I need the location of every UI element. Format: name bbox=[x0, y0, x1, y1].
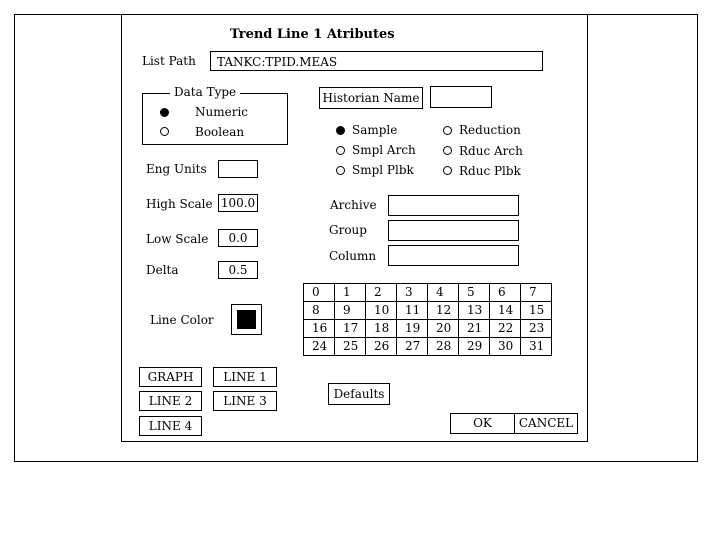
color-index-cell[interactable]: 15 bbox=[521, 302, 552, 320]
cancel-button[interactable]: CANCEL bbox=[514, 413, 578, 434]
line-1-button[interactable]: LINE 1 bbox=[213, 367, 277, 387]
color-index-cell[interactable]: 21 bbox=[459, 320, 490, 338]
color-index-cell[interactable]: 10 bbox=[366, 302, 397, 320]
column-label: Column bbox=[329, 249, 377, 263]
color-index-cell[interactable]: 14 bbox=[490, 302, 521, 320]
color-grid-row bbox=[304, 302, 552, 320]
smpl-arch-radio[interactable] bbox=[336, 146, 345, 155]
reduction-label: Reduction bbox=[459, 123, 521, 137]
color-index-cell[interactable]: 20 bbox=[428, 320, 459, 338]
color-index-cell[interactable]: 1 bbox=[335, 284, 366, 302]
color-index-cell[interactable]: 22 bbox=[490, 320, 521, 338]
color-index-cell[interactable]: 4 bbox=[428, 284, 459, 302]
color-index-cell[interactable]: 9 bbox=[335, 302, 366, 320]
eng-units-input[interactable] bbox=[218, 160, 258, 178]
color-index-cell[interactable]: 24 bbox=[304, 338, 335, 356]
color-index-cell[interactable]: 16 bbox=[304, 320, 335, 338]
historian-name-input[interactable] bbox=[430, 86, 492, 108]
low-scale-label: Low Scale bbox=[146, 232, 209, 246]
delta-value: 0.5 bbox=[228, 263, 248, 277]
line-3-button[interactable]: LINE 3 bbox=[213, 391, 277, 411]
color-index-cell[interactable]: 11 bbox=[397, 302, 428, 320]
numeric-radio[interactable] bbox=[160, 108, 169, 117]
high-scale-value: 100.0 bbox=[220, 196, 256, 210]
low-scale-value: 0.0 bbox=[228, 231, 248, 245]
line-color-fill bbox=[237, 310, 256, 329]
archive-label: Archive bbox=[330, 198, 377, 212]
rduc-arch-radio[interactable] bbox=[443, 146, 452, 155]
delta-label: Delta bbox=[146, 263, 179, 277]
color-index-cell[interactable]: 17 bbox=[335, 320, 366, 338]
archive-input[interactable] bbox=[388, 195, 519, 216]
smpl-plbk-label: Smpl Plbk bbox=[352, 163, 414, 177]
list-path-input[interactable] bbox=[210, 51, 543, 71]
line-color-label: Line Color bbox=[150, 313, 214, 327]
color-index-cell[interactable]: 13 bbox=[459, 302, 490, 320]
rduc-plbk-radio[interactable] bbox=[443, 166, 452, 175]
color-index-cell[interactable]: 26 bbox=[366, 338, 397, 356]
line-2-button[interactable]: LINE 2 bbox=[139, 391, 202, 411]
graph-button[interactable]: GRAPH bbox=[139, 367, 202, 387]
high-scale-input[interactable] bbox=[218, 194, 258, 212]
boolean-label: Boolean bbox=[195, 125, 245, 139]
color-index-cell[interactable]: 19 bbox=[397, 320, 428, 338]
color-index-cell[interactable]: 23 bbox=[521, 320, 552, 338]
line-4-button[interactable]: LINE 4 bbox=[139, 416, 202, 436]
ok-button[interactable]: OK bbox=[450, 413, 515, 434]
smpl-plbk-radio[interactable] bbox=[336, 166, 345, 175]
low-scale-input[interactable] bbox=[218, 229, 258, 247]
list-path-label: List Path bbox=[142, 54, 196, 68]
color-index-cell[interactable]: 0 bbox=[304, 284, 335, 302]
color-grid-row bbox=[304, 284, 552, 302]
color-index-cell[interactable]: 2 bbox=[366, 284, 397, 302]
color-grid-row bbox=[304, 338, 552, 356]
historian-name-button[interactable]: Historian Name bbox=[319, 87, 423, 109]
defaults-button[interactable]: Defaults bbox=[328, 383, 390, 405]
color-index-cell[interactable]: 12 bbox=[428, 302, 459, 320]
color-index-cell[interactable]: 6 bbox=[490, 284, 521, 302]
eng-units-label: Eng Units bbox=[146, 162, 207, 176]
color-index-cell[interactable]: 18 bbox=[366, 320, 397, 338]
dialog-title: Trend Line 1 Atributes bbox=[230, 27, 395, 42]
rduc-plbk-label: Rduc Plbk bbox=[459, 164, 521, 178]
reduction-radio[interactable] bbox=[443, 126, 452, 135]
list-path-value: TANKC:TPID.MEAS bbox=[217, 55, 338, 69]
delta-input[interactable] bbox=[218, 261, 258, 279]
color-index-cell[interactable]: 31 bbox=[521, 338, 552, 356]
color-index-cell[interactable]: 29 bbox=[459, 338, 490, 356]
color-index-cell[interactable]: 3 bbox=[397, 284, 428, 302]
data-type-legend: Data Type bbox=[170, 85, 240, 99]
column-input[interactable] bbox=[388, 245, 519, 266]
high-scale-label: High Scale bbox=[146, 197, 213, 211]
line-color-swatch[interactable] bbox=[231, 304, 262, 335]
group-label: Group bbox=[329, 223, 367, 237]
boolean-radio[interactable] bbox=[160, 127, 169, 136]
smpl-arch-label: Smpl Arch bbox=[352, 143, 416, 157]
group-input[interactable] bbox=[388, 220, 519, 241]
color-index-cell[interactable]: 25 bbox=[335, 338, 366, 356]
sample-radio[interactable] bbox=[336, 126, 345, 135]
numeric-label: Numeric bbox=[195, 105, 249, 119]
rduc-arch-label: Rduc Arch bbox=[459, 144, 523, 158]
color-index-cell[interactable]: 27 bbox=[397, 338, 428, 356]
color-index-cell[interactable]: 8 bbox=[304, 302, 335, 320]
color-grid-row bbox=[304, 320, 552, 338]
color-index-cell[interactable]: 5 bbox=[459, 284, 490, 302]
color-index-cell[interactable]: 28 bbox=[428, 338, 459, 356]
color-index-grid bbox=[303, 283, 552, 356]
sample-label: Sample bbox=[352, 123, 398, 137]
color-index-cell[interactable]: 7 bbox=[521, 284, 552, 302]
color-index-cell[interactable]: 30 bbox=[490, 338, 521, 356]
